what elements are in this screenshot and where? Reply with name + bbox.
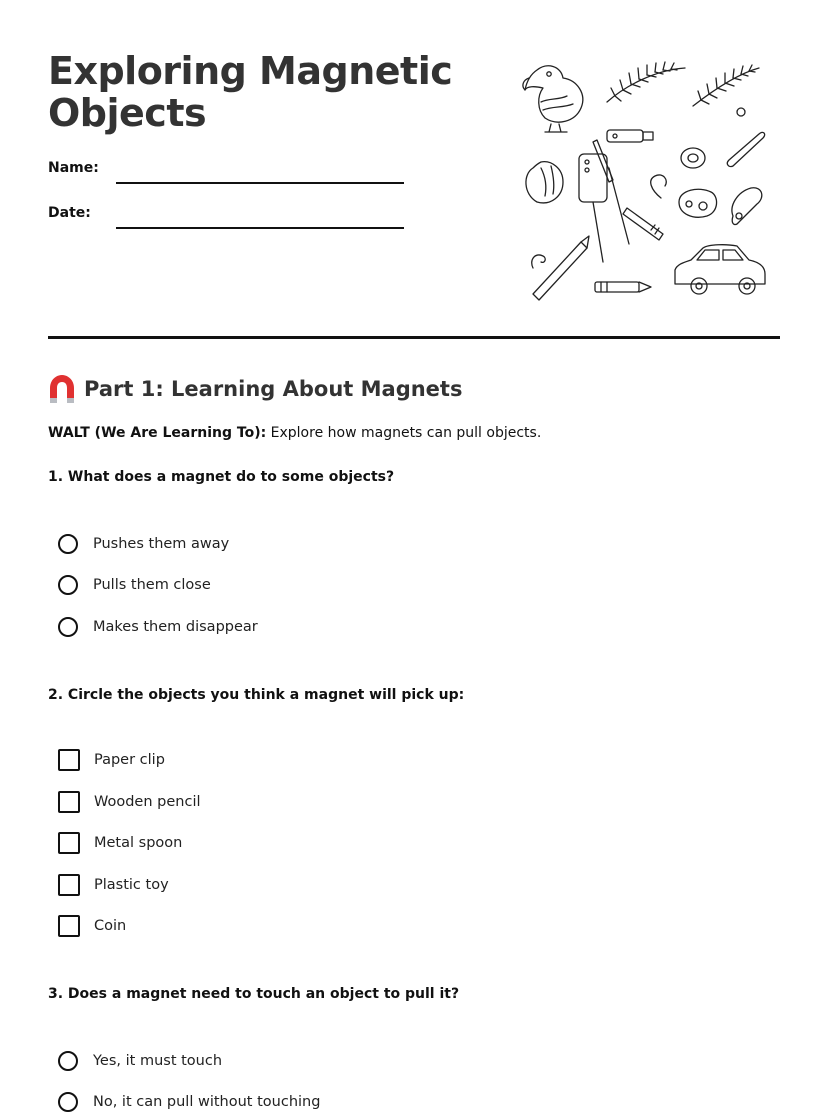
pencil-drawing: [533, 236, 589, 300]
key-drawing: [623, 208, 663, 240]
q2-option[interactable]: [58, 914, 126, 938]
toy-car-drawing: [675, 245, 765, 294]
page-title: Exploring Magnetic Objects: [48, 49, 453, 135]
magnet-icon: [48, 374, 76, 404]
safety-pin-drawing: [732, 188, 762, 225]
q2-option[interactable]: [58, 831, 182, 855]
option-label: Makes them disappear: [93, 619, 258, 635]
radio-button[interactable]: [58, 617, 78, 637]
crayon-drawing: [595, 282, 651, 292]
option-label: Yes, it must touch: [93, 1053, 223, 1069]
date-field-row: [48, 205, 408, 231]
walt-statement: [48, 425, 541, 441]
hook-drawing: [532, 255, 545, 268]
fern-leaf-drawing: [693, 65, 759, 116]
phone-drawing: [579, 154, 607, 262]
horseshoe-magnet-drawing: [651, 175, 667, 198]
bird-drawing: [523, 66, 583, 132]
q1-option[interactable]: [58, 615, 258, 639]
fern-leaf-drawing: [607, 62, 685, 102]
option-label: Coin: [94, 918, 127, 934]
checkbox[interactable]: [58, 791, 80, 813]
option-label: Pushes them away: [93, 536, 230, 552]
section-divider: [48, 336, 780, 339]
q3-option[interactable]: [58, 1049, 222, 1073]
question-2: 2. Circle the objects you think a magnet will pick up:: [48, 687, 465, 703]
name-label: Name:: [48, 160, 99, 176]
name-field[interactable]: [116, 182, 404, 184]
name-field-row: [48, 160, 408, 186]
checkbox[interactable]: [58, 749, 80, 771]
q3-option[interactable]: [58, 1090, 320, 1114]
safety-pin-drawing: [727, 132, 764, 166]
option-label: Metal spoon: [94, 835, 183, 851]
seed-drawing: [526, 162, 563, 203]
question-1: 1. What does a magnet do to some objects?: [48, 469, 395, 485]
usb-drive-drawing: [607, 130, 653, 142]
option-label: Wooden pencil: [94, 794, 201, 810]
walt-text: Explore how magnets can pull objects.: [266, 425, 542, 441]
checkbox[interactable]: [58, 915, 80, 937]
option-label: Pulls them close: [93, 577, 211, 593]
part1-heading-text: Part 1: Learning About Magnets: [84, 377, 463, 401]
q1-option[interactable]: [58, 532, 229, 556]
option-label: Plastic toy: [94, 877, 169, 893]
walt-label: WALT (We Are Learning To):: [48, 425, 267, 441]
part1-heading: [48, 374, 462, 404]
checkbox[interactable]: [58, 832, 80, 854]
date-field[interactable]: [116, 227, 404, 229]
objects-illustration: [515, 56, 775, 304]
q1-option[interactable]: [58, 573, 211, 597]
q2-option[interactable]: [58, 873, 169, 897]
checkbox[interactable]: [58, 874, 80, 896]
ring-drawing: [681, 148, 705, 168]
radio-button[interactable]: [58, 1051, 78, 1071]
pen-drawing: [593, 140, 629, 244]
q2-option[interactable]: [58, 748, 165, 772]
option-label: Paper clip: [94, 752, 165, 768]
radio-button[interactable]: [58, 1092, 78, 1112]
button-drawing: [679, 189, 717, 217]
radio-button[interactable]: [58, 534, 78, 554]
date-label: Date:: [48, 205, 91, 221]
question-3: 3. Does a magnet need to touch an object to pull it?: [48, 986, 460, 1002]
radio-button[interactable]: [58, 575, 78, 595]
option-label: No, it can pull without touching: [93, 1094, 321, 1110]
q2-option[interactable]: [58, 790, 201, 814]
